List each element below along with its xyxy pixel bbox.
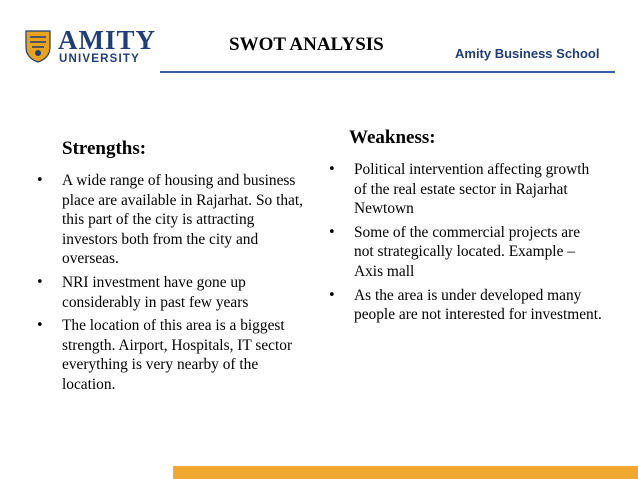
strengths-list (35, 171, 307, 399)
logo-word-amity: AMITY (58, 25, 156, 55)
slide-title: SWOT ANALYSIS (229, 34, 384, 55)
weakness-item: • Some of the commercial projects are not strategically located. Example – Axis mall (327, 223, 603, 282)
weakness-heading: Weakness: (349, 127, 436, 148)
strength-item: • NRI investment have gone up considerably in past few years (35, 273, 307, 312)
weakness-item: • Political intervention affecting growth of the real estate sector in Rajarhat Newtown (327, 160, 603, 219)
amity-university-logo (22, 25, 156, 72)
strength-item: • The location of this area is a biggest strength. Airport, Hospitals, IT sector everything is very nearby of the location. (35, 316, 307, 394)
header-divider (160, 71, 615, 73)
strength-item: • A wide range of housing and business place are available in Rajarhat. So that, this part of the city is attracting investors both from the city and overseas. (35, 171, 307, 269)
logo-word-university: UNIVERSITY (59, 53, 141, 65)
strengths-heading: Strengths: (62, 138, 147, 159)
shield-emblem-icon (24, 29, 52, 63)
weakness-item: • As the area is under developed many people are not interested for investment. (327, 286, 603, 325)
school-name: Amity Business School (455, 46, 600, 61)
footer-accent-bar (173, 466, 638, 479)
weakness-list (327, 160, 603, 329)
